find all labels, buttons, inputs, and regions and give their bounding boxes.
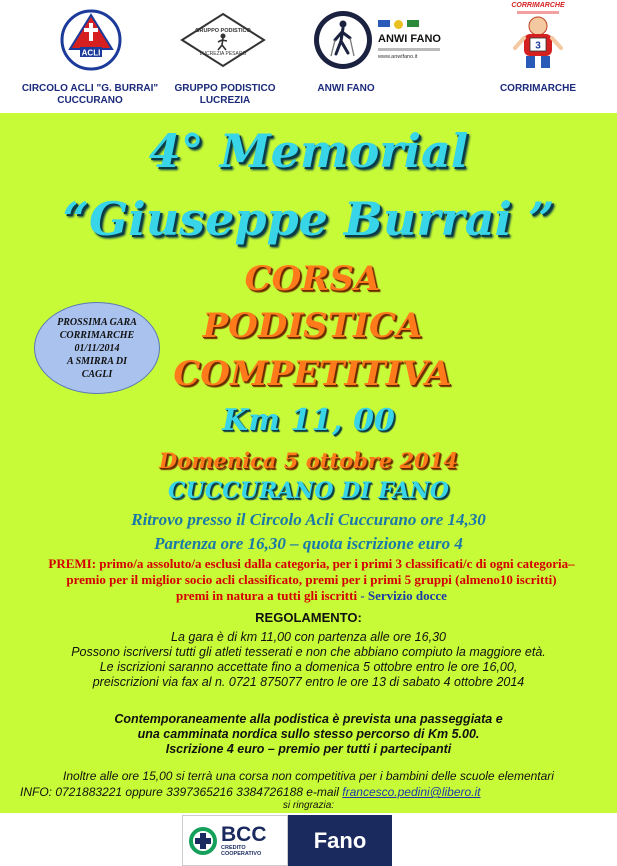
- acli-logo: [55, 6, 127, 74]
- podistica-heading: PODISTICA: [202, 306, 423, 346]
- sponsor-footer: [0, 813, 617, 866]
- partenza-text: Partenza ore 16,30 – quota iscrizione euro 4: [154, 534, 463, 553]
- competitiva-heading: COMPETITIVA: [173, 354, 452, 394]
- svg-text:LUCREZIA PESARO: LUCREZIA PESARO: [199, 51, 247, 57]
- ringrazia-text: si ringrazia:: [282, 800, 335, 811]
- runner-diamond-icon: [178, 10, 268, 70]
- gruppo-podistico-logo: [178, 6, 268, 74]
- acli-emblem-icon: [60, 9, 122, 71]
- passeggiata-text: Contemporaneamente alla podistica è prevista una passeggiata e una camminata nordica sullo stesso percorso di Km 5.00. Iscrizione 4 euro – premio per tutti i partecipanti: [114, 712, 503, 756]
- bcc-mark: BCC: [221, 823, 267, 846]
- ritrovo-text: Ritrovo presso il Circolo Acli Cuccurano ore 14,30: [131, 510, 486, 529]
- sponsor-header: [0, 0, 617, 113]
- corrimarche-caption: CORRIMARCHE: [499, 83, 577, 94]
- anwi-logo: [312, 6, 452, 74]
- nordic-walker-icon: [312, 9, 374, 71]
- anwi-caption: ANWI FANO: [317, 83, 375, 94]
- svg-text:CORRIMARCHE: CORRIMARCHE: [511, 2, 565, 9]
- anwi-url: www.anwifano.it: [378, 54, 418, 60]
- gruppo-podistico-caption: GRUPPO PODISTICO LUCREZIA: [174, 83, 276, 106]
- memorial-name: “Giuseppe Burrai ”: [62, 192, 555, 246]
- svg-text:GRUPPO PODISTICO: GRUPPO PODISTICO: [195, 28, 251, 34]
- acli-mark: ACLI: [81, 48, 101, 58]
- info-email-link[interactable]: francesco.pedini@libero.it: [342, 785, 481, 799]
- bcc-fano: Fano: [288, 815, 392, 866]
- regolamento-title: REGOLAMENTO:: [255, 610, 362, 625]
- bambini-text: Inoltre alle ore 15,00 si terrà una corsa non competitiva per i bambini delle scuole elementari: [63, 769, 554, 783]
- badge-icon: [407, 20, 419, 27]
- acli-caption: CIRCOLO ACLI "G. BURRAI" CUCCURANO: [21, 83, 159, 106]
- info-line: INFO: 0721883221 oppure 3397365216 3384726188 e-mail francesco.pedini@libero.it: [20, 785, 481, 799]
- race-place: CUCCURANO DI FANO: [168, 478, 449, 504]
- corsa-heading: CORSA: [244, 259, 381, 299]
- badge-icon: [378, 20, 390, 27]
- anwi-mark: ANWI FANO: [378, 33, 441, 45]
- svg-text:3: 3: [535, 40, 541, 52]
- premi-text: PREMI: primo/a assoluto/a esclusi dalla categoria, per i primi 3 classificati/c di ogni categoria– premio per il miglior socio acli classificato, premi per i primi 5 gruppi (almeno10 iscritti) premi in natura a tutti gli iscritti - Servizio docce: [48, 556, 575, 603]
- regolamento-text: La gara è di km 11,00 con partenza alle ore 16,30 Possono iscriversi tutti gli atleti tesserati e non che abbiano compiuto la maggiore età. Le iscrizioni saranno accettate fino a domenica 5 ottobre entro le ore 16,00, preiscrizioni via fax al n. 0721 875077 entro le ore 13 di sabato 4 ottobre 2014: [71, 630, 546, 689]
- bcc-cross-icon: [189, 827, 217, 855]
- distance: Km 11, 00: [222, 403, 395, 438]
- corrimarche-logo: [498, 2, 578, 70]
- memorial-title: 4° Memorial: [148, 124, 469, 178]
- medal-icon: [394, 20, 403, 29]
- servizio-docce: - Servizio docce: [357, 588, 447, 603]
- race-date: Domenica 5 ottobre 2014: [159, 448, 458, 473]
- bcc-logo: BCC CREDITO COOPERATIVO Fano: [182, 815, 392, 866]
- next-race-badge: PROSSIMA GARA CORRIMARCHE 01/11/2014 A SMIRRA DI CAGLI: [34, 302, 160, 394]
- runner-mascot-icon: [499, 0, 577, 72]
